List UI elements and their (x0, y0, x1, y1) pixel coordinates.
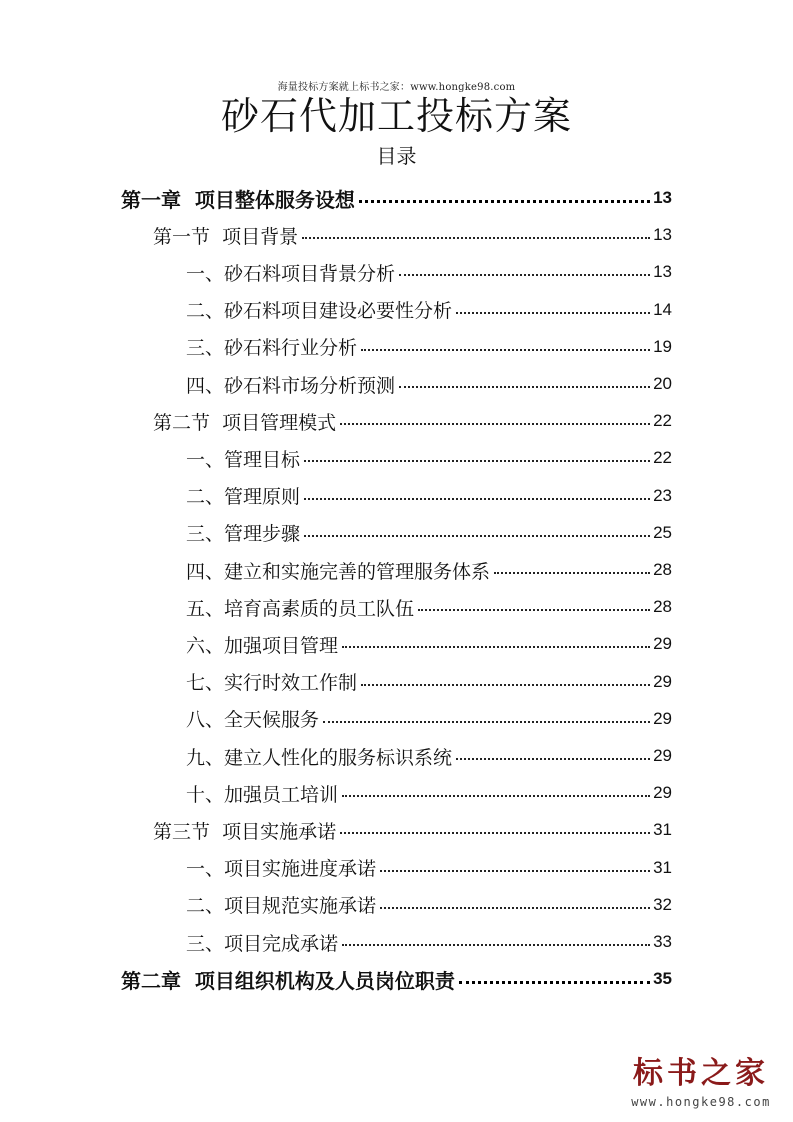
toc-entry[interactable] (186, 515, 672, 551)
toc-entry[interactable] (186, 254, 672, 290)
toc-leader-dots (340, 832, 650, 834)
toc-entry-title: 四、砂石料市场分析预测 (186, 374, 396, 397)
toc-entry-title: 十、加强员工培训 (186, 783, 339, 806)
toc-entry-page-number: 31 (653, 820, 672, 840)
toc-entry-page-number: 25 (653, 522, 672, 542)
header-note: 海量投标方案就上标书之家：www.hongke98.com (277, 82, 516, 93)
toc-entry-title: 八、全天候服务 (186, 709, 320, 732)
toc-entry[interactable] (186, 589, 672, 625)
toc-entry[interactable] (186, 478, 672, 514)
toc-entry[interactable] (186, 552, 672, 588)
toc-entry-page-number: 20 (653, 374, 672, 393)
toc-entry-title: 二、砂石料项目建设必要性分析 (186, 300, 453, 323)
toc-entry-title: 五、培育高素质的员工队伍 (186, 597, 415, 620)
document-title: 砂石代加工投标方案 (220, 94, 572, 138)
toc-leader-dots (494, 572, 650, 574)
toc-entry-page-number: 29 (653, 783, 672, 803)
toc-entry-title: 七、实行时效工作制 (186, 672, 358, 695)
watermark (621, 1054, 781, 1116)
toc-leader-dots (359, 200, 650, 203)
toc-entry[interactable] (186, 664, 672, 700)
toc-entry-page-number: 29 (653, 634, 672, 654)
toc-leader-dots (418, 609, 650, 611)
toc-leader-dots (380, 907, 650, 909)
toc-leader-dots (456, 312, 650, 314)
toc-entry-page-number: 23 (653, 485, 672, 505)
toc-entry-page-number: 19 (653, 336, 672, 356)
toc-entry-page-number: 22 (653, 411, 672, 431)
toc-heading: 目录 (376, 144, 417, 168)
toc-leader-dots (361, 349, 650, 351)
toc-leader-dots (456, 758, 650, 760)
toc-leader-dots (380, 870, 650, 872)
toc-leader-dots (304, 535, 650, 537)
toc-entry-title: 九、建立人性化的服务标识系统 (186, 746, 453, 769)
toc-entry-title: 一、管理目标 (186, 448, 301, 471)
toc-entry[interactable] (186, 366, 672, 402)
toc-leader-dots (340, 423, 650, 425)
toc-entry[interactable] (186, 738, 672, 774)
toc-leader-dots (459, 981, 650, 984)
toc-entry-page-number: 28 (653, 597, 672, 617)
toc-entry-title: 第二章 项目组织机构及人员岗位职责 (121, 968, 455, 993)
watermark-logo: 标书之家 (633, 1056, 769, 1091)
toc-leader-dots (323, 721, 650, 723)
toc-entry-title: 四、建立和实施完善的管理服务体系 (186, 560, 491, 583)
toc-entry-title: 六、加强项目管理 (186, 634, 339, 657)
toc-entry-title: 三、砂石料行业分析 (186, 337, 358, 360)
toc-entry[interactable] (153, 403, 672, 439)
toc-leader-dots (304, 498, 650, 500)
toc-leader-dots (342, 944, 650, 946)
toc-entry-title: 第三节 项目实施承诺 (153, 820, 337, 843)
toc-entry-title: 三、项目完成承诺 (186, 932, 339, 955)
toc-entry-page-number: 29 (653, 746, 672, 765)
toc-entry[interactable] (121, 180, 672, 216)
toc-leader-dots (399, 274, 650, 276)
toc-entry[interactable] (186, 887, 672, 923)
toc-leader-dots (399, 386, 650, 388)
toc-leader-dots (302, 237, 650, 239)
toc-entry-title: 第一节 项目背景 (153, 225, 299, 248)
toc-entry-page-number: 29 (653, 671, 672, 691)
toc-leader-dots (342, 646, 650, 648)
toc-entry-page-number: 31 (653, 857, 672, 877)
toc-entry[interactable] (153, 812, 672, 848)
toc-entry-page-number: 13 (653, 188, 672, 207)
toc-entry-title: 二、管理原则 (186, 486, 301, 509)
toc-entry-page-number: 13 (653, 225, 672, 245)
toc-entry[interactable] (186, 440, 672, 476)
watermark-url: www.hongke98.com (631, 1095, 771, 1109)
toc-entry[interactable] (153, 217, 672, 253)
toc-leader-dots (361, 684, 650, 686)
toc-entry-title: 一、砂石料项目背景分析 (186, 262, 396, 285)
toc-entry[interactable] (186, 775, 672, 811)
toc-entry-title: 一、项目实施进度承诺 (186, 858, 377, 881)
toc-entry[interactable] (186, 329, 672, 365)
toc-entry-title: 第一章 项目整体服务设想 (121, 187, 355, 212)
toc-entry-title: 三、管理步骤 (186, 523, 301, 546)
toc-entry[interactable] (186, 701, 672, 737)
toc-entry-page-number: 29 (653, 708, 672, 728)
toc-entry-page-number: 35 (653, 969, 672, 989)
toc-entry[interactable] (186, 924, 672, 960)
toc-entry-page-number: 14 (653, 299, 672, 319)
toc-leader-dots (304, 460, 650, 462)
toc-entry[interactable] (186, 292, 672, 328)
toc-entry-title: 二、项目规范实施承诺 (186, 895, 377, 918)
toc-entry-page-number: 22 (653, 448, 672, 468)
toc-leader-dots (342, 795, 650, 797)
toc-entry-page-number: 32 (653, 894, 672, 914)
toc-entry[interactable] (186, 626, 672, 662)
toc-entry[interactable] (186, 850, 672, 886)
toc-entry-page-number: 33 (653, 932, 672, 951)
toc-entry[interactable] (121, 961, 672, 997)
toc-entry-page-number: 13 (653, 262, 672, 282)
toc-entry-page-number: 28 (653, 560, 672, 579)
toc-entry-title: 第二节 项目管理模式 (153, 411, 337, 434)
